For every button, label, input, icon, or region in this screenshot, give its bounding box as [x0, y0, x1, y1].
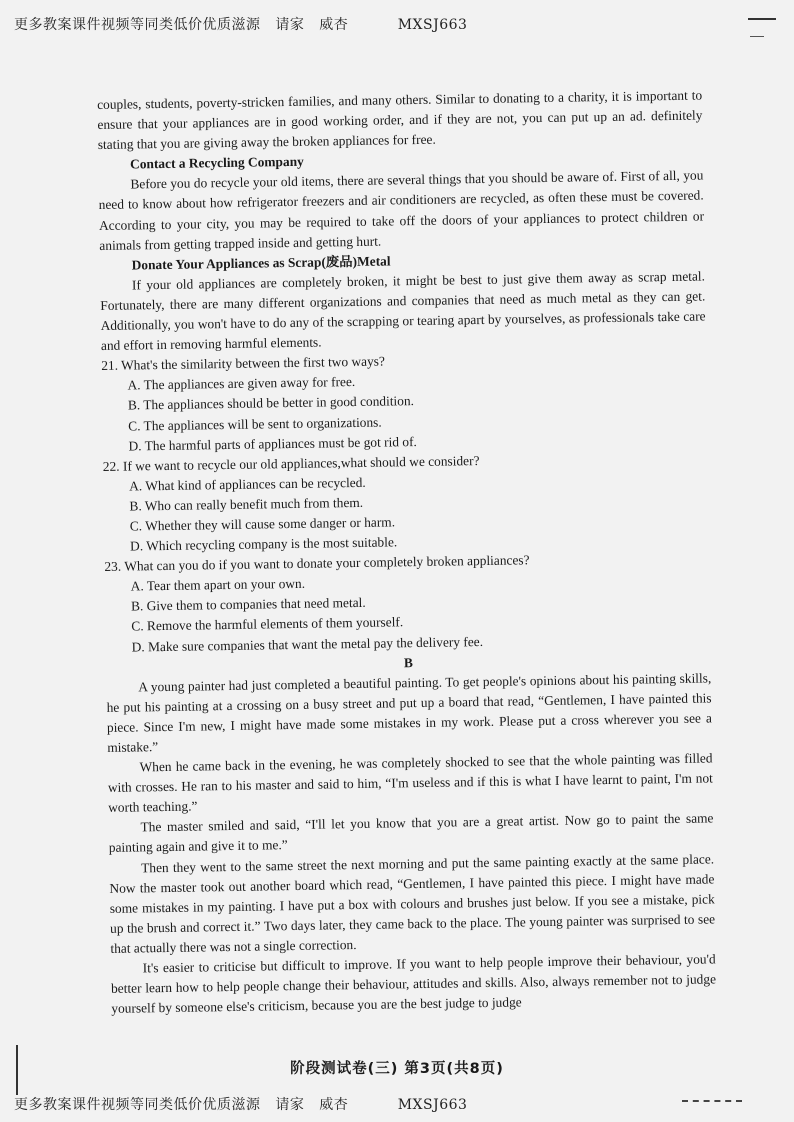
scan-dash-mark [682, 1100, 742, 1102]
question-option: B. Give them to companies that need metal. [130, 595, 366, 614]
question-option: A. What kind of appliances can be recycled. [129, 474, 366, 494]
question-option: C. Remove the harmful elements of them yourself. [131, 614, 404, 634]
section-body-scrap: If your old appliances are completely broken, it might be best to just give them away as scrap metal. Fortunately, there are many different organizations and companies that need as much metal as they can get. Additionally, you won't have to do any of the scrapping or tearing apart by yourselves, as professionals take care and effort in removing harmful elements. [100, 268, 706, 354]
passage-paragraph: The master smiled and said, “I'll let you know that you are a great artist. Now go to paint the same painting again and give it to me.” [108, 810, 714, 856]
question-option: C. Whether they will cause some danger or harm. [129, 514, 396, 534]
question-stem: 21. What's the similarity between the first two ways? [101, 353, 386, 374]
passage-paragraph: Then they went to the same street the next morning and put the same painting exactly at the same place. Now the master took out another board which read, “Gentlemen, I have painted this piece. I might have made some mistakes in my painting. I have put a box with colours and brushes just below. If you see a mistake, pick up the brush and correct it.” Two days later, they came back to the place. The young painter was surprised to see that actually there was not a single correction. [109, 850, 716, 956]
question-21 [101, 347, 708, 457]
section-label-b: B [403, 654, 414, 670]
passage-paragraph: A young painter had just completed a beautiful painting. To get people's opinions about his painting skills, he put his painting at a crossing on a busy street and put up a board that read, “Gentlemen, I have painted this piece. Since I'm new, I might have made some mistakes in my work. Please put a cross wherever you see a mistake.” [106, 670, 712, 755]
corner-scan-mark-small [750, 36, 764, 37]
section-body-recycling: Before you do recycle your old items, there are several things that you should be aware of. First of all, you need to know about how refrigerator freezers and air conditioners are recycled, as often these must be covered. According to your city, you may be required to take off the doors of your appliances to protect children or animals from getting trapped inside and getting hurt. [98, 167, 705, 253]
intro-paragraph: couples, students, poverty-stricken families, and many others. Similar to donating to a charity, it is important to ensure that your appliances are in good working order, and if they are not, you can put up an ad. definitely stating that you are giving away the broken appliances for free. [97, 87, 703, 153]
question-option: C. The appliances will be sent to organizations. [128, 414, 382, 434]
corner-scan-mark [748, 18, 776, 32]
question-23 [104, 548, 711, 658]
watermark-top: 更多教案课件视频等同类低价优质滋源 请家 威杏 MXSJ663 [14, 17, 468, 33]
question-option: D. Make sure companies that want the metal pay the delivery fee. [131, 633, 484, 655]
question-option: D. Which recycling company is the most suitable. [129, 534, 398, 554]
question-option: B. Who can really benefit much from them. [129, 494, 364, 514]
page-body [97, 85, 716, 1019]
watermark-bottom: 更多教案课件视频等同类低价优质滋源 请家 威杏 MXSJ663 [14, 1097, 468, 1113]
passage-paragraph: When he came back in the evening, he was completely shocked to see that the whole painting was filled with crosses. He ran to his master and said to him, “I'm useless and if this is what I have learnt to paint, I'm not worth teaching.” [107, 750, 713, 816]
section-heading-scrap: Donate Your Appliances as Scrap(废品)Metal [131, 253, 391, 273]
question-option: A. The appliances are given away for free. [127, 374, 356, 393]
question-stem: 22. If we want to recycle our old appliances,what should we consider? [102, 452, 480, 474]
question-option: D. The harmful parts of appliances must be got rid of. [128, 433, 417, 454]
question-option: A. Tear them apart on your own. [130, 576, 306, 594]
question-option: B. The appliances should be better in good condition. [127, 393, 415, 413]
section-heading-recycling: Contact a Recycling Company [129, 154, 304, 172]
passage-paragraph: It's easier to criticise but difficult to improve. If you want to help people improve their behaviour, you'd better learn how to help people change their behaviour, attitudes and skills. Also, always remember not to judge yourself by someone else's criticism, because you are the best judge to judge [110, 951, 717, 1017]
page-footer: 阶段测试卷(三) 第3页(共8页) [290, 1061, 504, 1077]
question-22 [103, 447, 710, 557]
question-stem: 23. What can you do if you want to donate your completely broken appliances? [104, 552, 530, 575]
